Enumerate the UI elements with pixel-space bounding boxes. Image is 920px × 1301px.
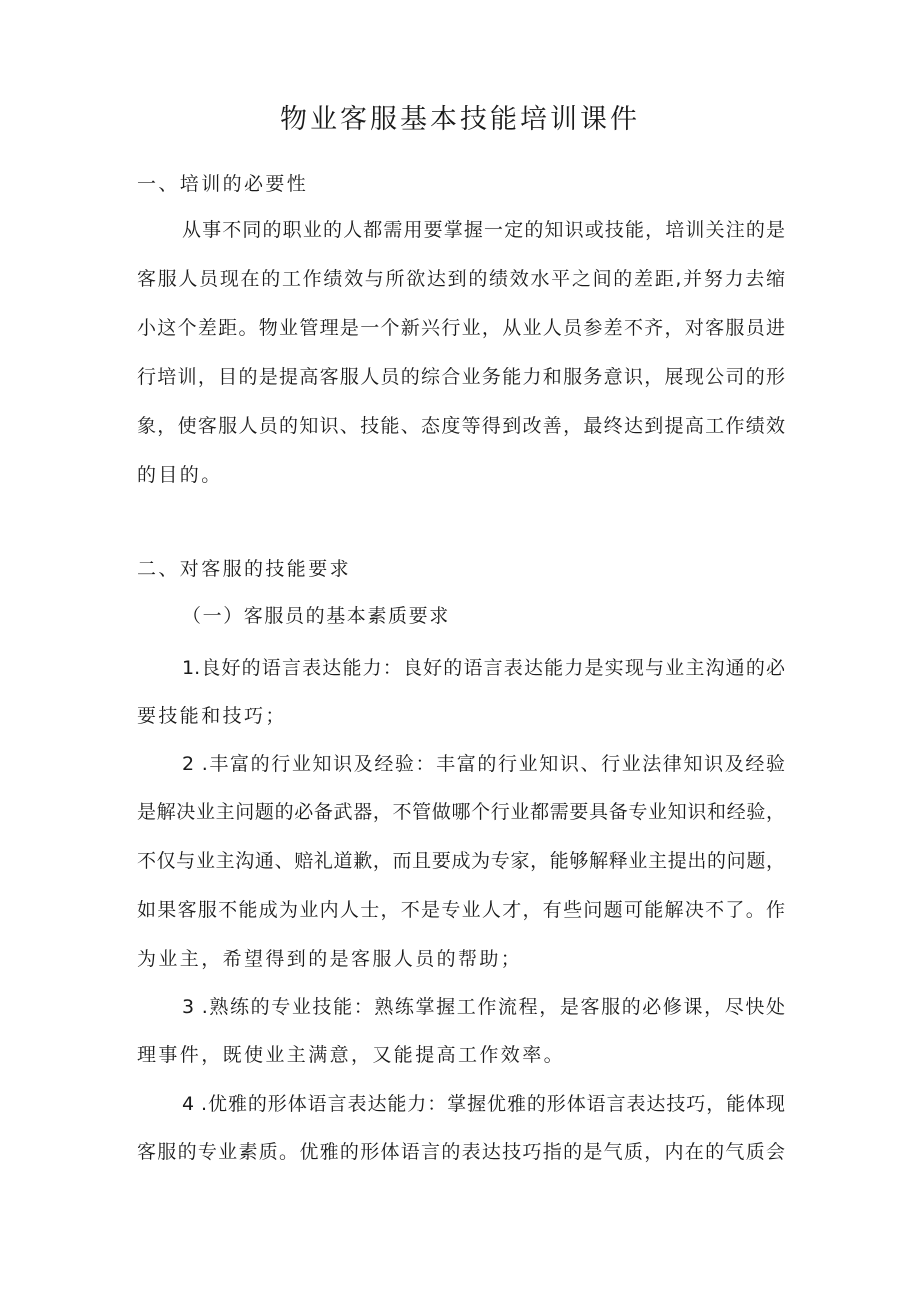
item-2-line: 不仅与业主沟通、赔礼道歉，而且要成为专家，能够解释业主提出的问题，: [137, 850, 785, 872]
subsection-heading: （一）客服员的基本素质要求: [182, 605, 450, 627]
paragraph-line: 客服人员现在的工作绩效与所欲达到的绩效水平之间的差距,并努力去缩: [137, 268, 785, 290]
item-2-line: 2 .丰富的行业知识及经验：丰富的行业知识、行业法律知识及经验: [182, 753, 785, 775]
paragraph-line: 小这个差距。物业管理是一个新兴行业，从业人员参差不齐，对客服员进: [137, 317, 785, 339]
paragraph-line: 行培训，目的是提高客服人员的综合业务能力和服务意识，展现公司的形: [137, 366, 785, 388]
document-title: 物业客服基本技能培训课件: [280, 104, 640, 135]
item-1-line: 要技能和技巧；: [137, 705, 287, 727]
item-4-line: 4 .优雅的形体语言表达能力：掌握优雅的形体语言表达技巧，能体现: [182, 1093, 785, 1115]
item-2-line: 如果客服不能成为业内人士，不是专业人才，有些问题可能解决不了。作: [137, 899, 785, 921]
item-3-line: 3 .熟练的专业技能：熟练掌握工作流程，是客服的必修课，尽快处: [182, 996, 785, 1018]
item-2-line: 是解决业主问题的必备武器，不管做哪个行业都需要具备专业知识和经验，: [137, 801, 785, 823]
section-heading-1: 一、培训的必要性: [137, 173, 309, 195]
section-heading-2: 二、对客服的技能要求: [137, 558, 352, 580]
item-3-line: 理事件，既使业主满意，又能提高工作效率。: [137, 1044, 566, 1066]
item-4-line: 客服的专业素质。优雅的形体语言的表达技巧指的是气质，内在的气质会: [137, 1141, 785, 1163]
paragraph-line: 象，使客服人员的知识、技能、态度等得到改善，最终达到提高工作绩效: [137, 415, 785, 437]
paragraph-line: 从事不同的职业的人都需用要掌握一定的知识或技能，培训关注的是: [182, 219, 785, 241]
item-2-line: 为业主，希望得到的是客服人员的帮助；: [137, 948, 523, 970]
item-1-line: 1.良好的语言表达能力：良好的语言表达能力是实现与业主沟通的必: [182, 657, 785, 679]
paragraph-line: 的目的。: [137, 464, 223, 486]
